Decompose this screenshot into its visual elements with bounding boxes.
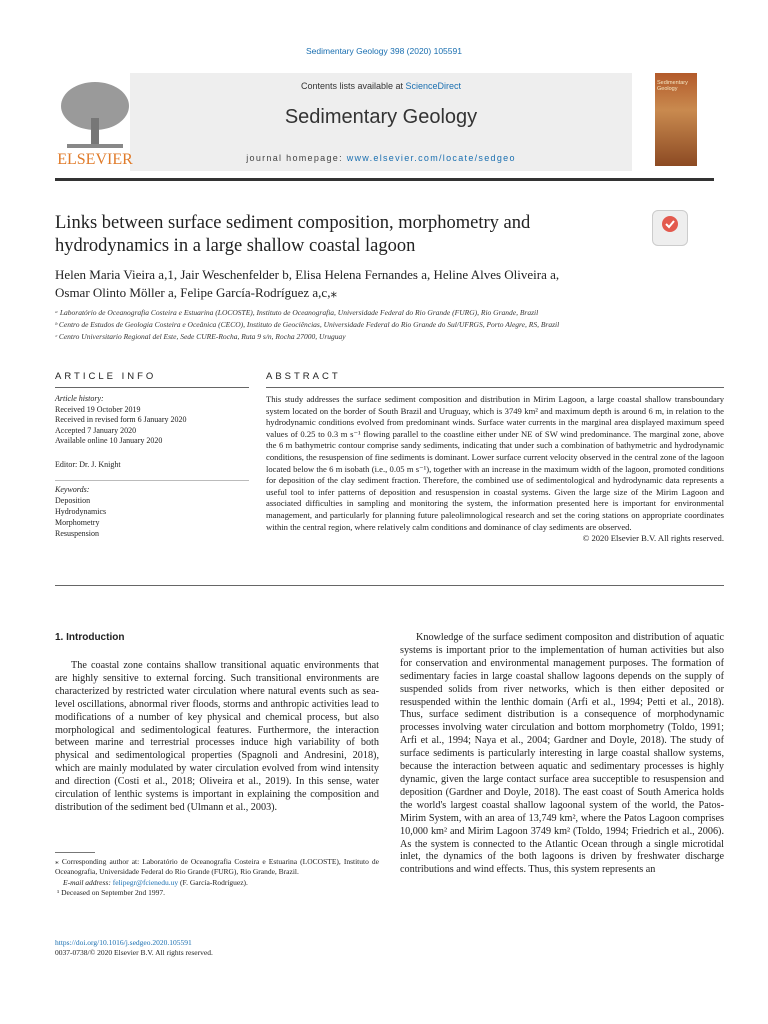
- homepage-link[interactable]: www.elsevier.com/locate/sedgeo: [346, 153, 516, 163]
- deceased-note: ¹ Deceased on September 2nd 1997.: [57, 888, 166, 898]
- issn-line: 0037-0738/© 2020 Elsevier B.V. All rights reserved.: [55, 948, 213, 958]
- article-info-rule: [55, 387, 249, 388]
- keyword: Hydrodynamics: [55, 507, 107, 516]
- authors-line-2: Osmar Olinto Möller a, Felipe García-Rodríguez a,c,⁎: [55, 285, 337, 300]
- cover-title: Sedimentary Geology: [657, 80, 688, 92]
- section-heading-introduction: 1. Introduction: [55, 632, 125, 643]
- elsevier-logo: [55, 78, 135, 168]
- bottom-matter: [55, 938, 213, 959]
- history-online: Available online 10 January 2020: [55, 436, 163, 446]
- history-revised: Received in revised form 6 January 2020: [55, 415, 187, 425]
- corresponding-author-note: ⁎ Corresponding author at: Laboratório de Oceanografia Costeira e Estuarina (LOCOSTE), Instituto de Oceanografia, Universidade Federal do Rio Grande (FURG), Rio Grande, Brazil.: [55, 857, 379, 877]
- article-title: Links between surface sediment composition, morphometry and hydrodynamics in a large shallow coastal lagoon: [55, 213, 531, 256]
- author-list: [55, 266, 655, 302]
- sciencedirect-link[interactable]: ScienceDirect: [405, 81, 462, 91]
- publisher-name: ELSEVIER: [57, 151, 133, 168]
- journal-homepage: journal homepage: www.elsevier.com/locate/sedgeo: [246, 153, 516, 163]
- history-accepted: Accepted 7 January 2020: [55, 425, 137, 435]
- history-label: Article history:: [55, 394, 104, 403]
- contents-line: Contents lists available at ScienceDirect: [300, 81, 462, 91]
- authors-line-1: Helen Maria Vieira a,1, Jair Weschenfelder b, Elisa Helena Fernandes a, Heline Alves Oliveira a,: [55, 267, 560, 282]
- keyword: Resuspension: [55, 529, 99, 538]
- tree-logo-icon: [55, 78, 135, 168]
- footnote-rule: [55, 852, 95, 853]
- editor: Editor: Dr. J. Knight: [55, 460, 121, 469]
- affiliation-c: ᶜ Centro Universitario Regional del Este, Sede CURE-Rocha, Ruta 9 s/n, Rocha 27000, Uruguay: [55, 332, 346, 341]
- abstract-body: [266, 394, 724, 545]
- article-info-heading: ARTICLE INFO: [55, 371, 157, 382]
- front-matter-end-rule: [55, 585, 724, 586]
- check-for-updates-badge[interactable]: [652, 210, 688, 246]
- keywords-rule: [55, 480, 249, 481]
- journal-name[interactable]: Sedimentary Geology: [284, 106, 478, 128]
- affiliation-a: ᵃ Laboratório de Oceanografia Costeira e Estuarina (LOCOSTE), Instituto de Oceanografia, Universidade Federal do Rio Grande (FURG), Rio Grande, Brazil: [55, 308, 539, 317]
- affiliation-b: ᵇ Centro de Estudos de Geologia Costeira e Oceânica (CECO), Instituto de Geociências, Universidade Federal do Rio Grande do Sul/UFRGS, Porto Alegre, RS, Brazil: [55, 320, 560, 329]
- keywords: [55, 484, 106, 539]
- abstract-text: This study addresses the surface sediment composition and distribution in Mirim Lagoon, a large coastal shallow transboundary system located on the border of South Brazil and Uruguay, which is 3749 km² and maximum depth is around 6 m, in relation to the hydrodynamic conditions evolved from predominant winds. Surface water currents in the marginal area displayed maximum speed values of 0.25 to 0.3 m s⁻¹ flowing parallel to the coastline either under NE of SW wind predominance. The marginal zone, above the 6 m bathymetric contour comprise sandy sediments, indicating that under such a combination of bathymetric and hydrodynamic conditions, the resuspension of fine sediments is dominant. Lower surface current velocity observed in the central zone of the lagoon located below the 6 m isobath (i.e., 0.05 m s⁻¹), together with an increase in the maximum width of the lagoon, promoted conditions for deposition of the clay sediment fraction. Therefore, the combined use of sedimentological and hydrodynamic data represents a useful tool to infer patterns of deposition and resuspension in coastal systems. Given the large size of the Mirim Lagoon and associated difficulties in sampling and monitoring the system, the information presented here is important for environmental management, and particularly for planning future paleolimnological research and set the coring stations on appropriate coordinates within the central region, where relatively calm conditions and dominance of clay sediments are observed.: [266, 394, 724, 532]
- keyword: Deposition: [55, 496, 91, 505]
- email-note: E-mail address: felipegr@fcienedu.uy (F. García-Rodríguez).: [63, 877, 248, 887]
- copyright: © 2020 Elsevier B.V. All rights reserved.: [582, 533, 724, 544]
- check-updates-icon: [653, 211, 687, 245]
- history-received: Received 19 October 2019: [55, 404, 141, 414]
- masthead-divider: [55, 178, 714, 181]
- article-history: [55, 394, 249, 447]
- footnotes: [55, 857, 379, 899]
- intro-column-2: Knowledge of the surface sediment compositon and distribution of aquatic systems is important prior to the implementation of human activities but also for conservation and environmental management purposes. The formation of sedimentary facies in large coastal shallow lagoons depends on the supply of suspended solids from river networks, which is then either deposited or resuspended within the lenthic domain (Arfi et al., 1994; Petti et al., 2018). Thus, surface sediment distribution is a consequence of morphodynamic processes involving water circulation and bottom morphometry (Toldo, 1991; Arfi et al., 1994; Naya et al., 2004; Gardner and Doyle, 2018). The study of surface sediments is particularly interesting in large coastal shallow systems, because the interaction between aquatic and sedimentary processes is highly dynamic, given the large contact surface area succeptible to resuspension and deposition (Gardner and Doyle, 2018). The east coast of South America holds the world's largest coastal shallow lagoonal system of the world, the Patos-Mirim System, with an area of 13,749 km², where the Patos Lagoon comprises 10,000 km² and Mirim Lagoon 3749 km² (Toldo, 1994; Friedrich et al., 2006). As the system is connected to the Atlantic Ocean through a single microtidal inlet, the dynamics of the both lagoons is driven by freshwater discharge contributions and wind effects. Thus, this system represents an: [400, 632, 724, 876]
- keywords-label: Keywords:: [55, 485, 90, 494]
- affiliations: [55, 307, 675, 343]
- intro-column-1: The coastal zone contains shallow transitional aquatic environments that are highly sensitive to external forcing. Such transitional environments are characterized by restricted water circulation where natural events such as sea-level oscillations, abnormal river floods, storms and anthropic activities lead to modifications of a number of key physical and chemical process, but also morphological and sedimentological features. Furthermore, the interaction between marine and terrestrial processes induce high variability of both physical and sedimentological properties (Spagnoli and Andresini, 2018), which are mainly modulated by water circulation evolved from wind intensity and direction (Costi et al., 2018; Oliveira et al., 2019). In this sense, water circulation of lenthic systems is important in explaining the composition and distribution of the sediment bed (Ulmann et al., 2003).: [55, 660, 379, 813]
- abstract-heading: ABSTRACT: [266, 371, 341, 382]
- doi-link[interactable]: https://doi.org/10.1016/j.sedgeo.2020.105591: [55, 938, 192, 947]
- abstract-rule: [266, 387, 724, 388]
- citation-line[interactable]: Sedimentary Geology 398 (2020) 105591: [306, 46, 462, 56]
- email-link[interactable]: felipegr@fcienedu.uy: [112, 877, 179, 887]
- keyword: Morphometry: [55, 518, 100, 527]
